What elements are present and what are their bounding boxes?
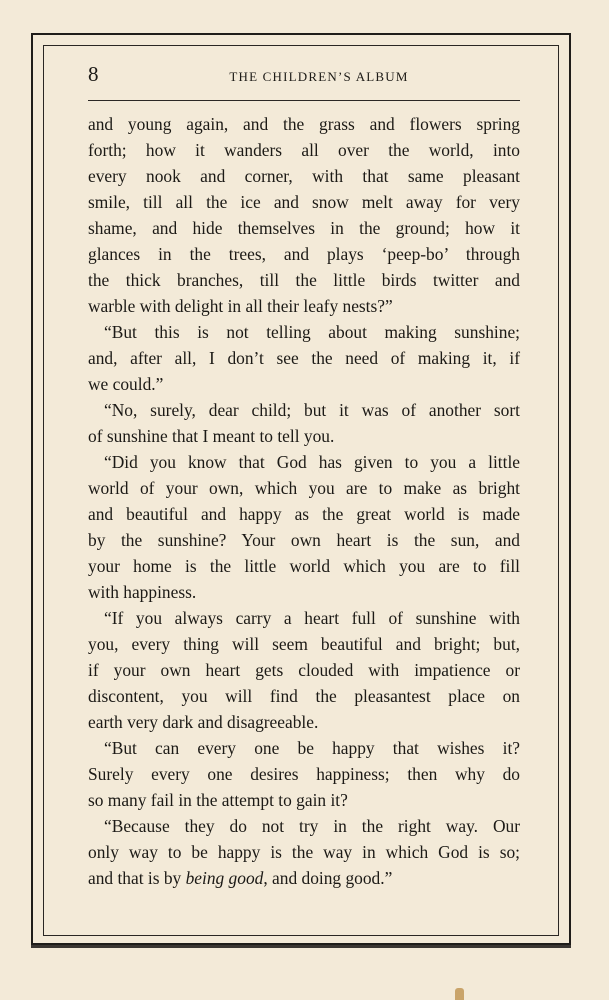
text-line: “Did you know that God has given to you a little [104,452,520,472]
text-line: so many fail in the attempt to gain it? [88,790,348,810]
paragraph [88,397,520,449]
text-line: smile, till all the ice and snow melt away for very [88,192,520,212]
text-run: , and doing good.” [263,868,393,888]
text-line: “If you always carry a heart full of sunshine with [104,608,520,628]
text-line: world of your own, which you are to make as bright [88,478,520,498]
paragraph [88,813,520,891]
text-line: every nook and corner, with that same pleasant [88,166,520,186]
text-line: warble with delight in all their leafy nests?” [88,296,393,316]
text-line: and, after all, I don’t see the need of making it, if [88,348,520,368]
text-line: “Because they do not try in the right way. Our [104,816,520,836]
text-line: and young again, and the grass and flowers spring [88,114,520,134]
text-line: you, every thing will seem beautiful and bright; but, [88,634,520,654]
header-rule [88,100,520,101]
text-line: “No, surely, dear child; but it was of another sort [104,400,520,420]
text-line: glances in the trees, and plays ‘peep-bo’ through [88,244,520,264]
paragraph [88,319,520,397]
page-border-shadow [31,945,571,948]
body-text [88,111,520,891]
text-line: only way to be happy is the way in which God is so; [88,842,520,862]
text-run: and that is by [88,868,186,888]
text-line: with happiness. [88,582,197,602]
text-line: by the sunshine? Your own heart is the sun, and [88,530,520,550]
running-head: THE CHILDREN’S ALBUM [229,69,409,84]
text-line: shame, and hide themselves in the ground; how it [88,218,520,238]
paragraph [88,449,520,605]
text-line: the thick branches, till the little birds twitter and [88,270,520,290]
text-line: “But can every one be happy that wishes it? [104,738,520,758]
text-line: “But this is not telling about making sunshine; [104,322,520,342]
text-line: Surely every one desires happiness; then why do [88,764,520,784]
text-line: we could.” [88,374,164,394]
page-number: 8 [88,62,99,86]
text-line [88,865,520,891]
text-line: discontent, you will find the pleasantest place on [88,686,520,706]
paragraph [88,605,520,735]
page-edge-mark [455,988,464,1000]
paragraph [88,735,520,813]
text-line: if your own heart gets clouded with impatience or [88,660,520,680]
page-header [88,62,520,92]
text-line: your home is the little world which you are to fill [88,556,520,576]
paragraph [88,111,520,319]
text-line: forth; how it wanders all over the world, into [88,140,520,160]
text-line: earth very dark and disagreeable. [88,712,319,732]
italic-text-run: being good [185,868,264,888]
text-line: and beautiful and happy as the great world is made [88,504,520,524]
text-line: of sunshine that I meant to tell you. [88,426,335,446]
